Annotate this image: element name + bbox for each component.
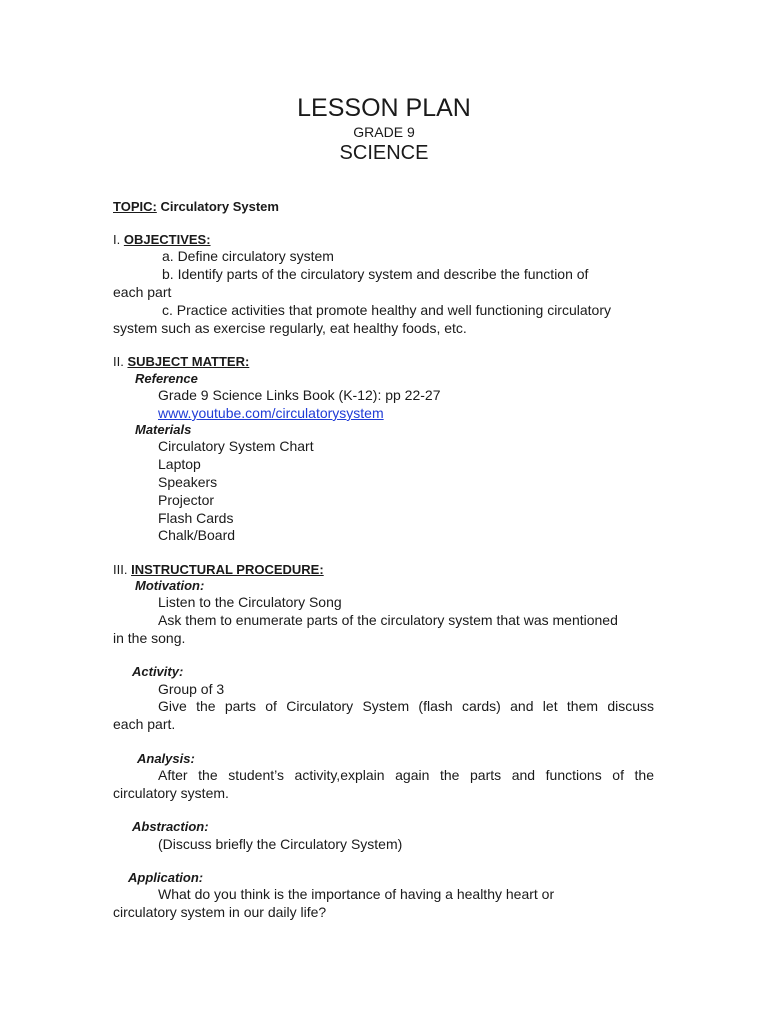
topic-value: Circulatory System (160, 199, 279, 214)
material-item: Speakers (158, 474, 218, 490)
objective-c-line1: c. Practice activities that promote healthy and well functioning circulatory (162, 302, 611, 318)
objective-c-line2: system such as exercise regularly, eat healthy foods, etc. (113, 320, 467, 336)
motivation-item-2-line1: Ask them to enumerate parts of the circulatory system that was mentioned (158, 612, 618, 628)
objectives-heading-text: OBJECTIVES: (123, 232, 211, 247)
objectives-numeral: I. (113, 232, 121, 247)
abstraction-label: Abstraction: (132, 819, 209, 834)
procedure-heading-text: INSTRUCTURAL PROCEDURE: (131, 562, 324, 577)
topic-label: TOPIC: (113, 199, 157, 214)
motivation-item-2-line2: in the song. (113, 630, 186, 646)
objective-a: a. Define circulatory system (162, 248, 334, 264)
subject-matter-heading (113, 353, 249, 370)
objective-b-line1: b. Identify parts of the circulatory system and describe the function of (162, 266, 589, 282)
activity-label: Activity: (132, 664, 184, 679)
subject-matter-numeral: II. (113, 354, 124, 369)
application-line2: circulatory system in our daily life? (113, 904, 327, 920)
application-line1: What do you think is the importance of having a healthy heart or (158, 886, 555, 902)
reference-label: Reference (135, 371, 198, 386)
activity-item-2-line2: each part. (113, 716, 176, 732)
procedure-numeral: III. (113, 562, 128, 577)
material-item: Flash Cards (158, 510, 234, 526)
reference-book: Grade 9 Science Links Book (K-12): pp 22-27 (158, 387, 441, 403)
page-title: LESSON PLAN (297, 94, 471, 122)
material-item: Circulatory System Chart (158, 438, 314, 454)
objectives-heading (113, 231, 211, 248)
objective-b-line2: each part (113, 284, 172, 300)
material-item: Projector (158, 492, 215, 508)
motivation-item-1: Listen to the Circulatory Song (158, 594, 342, 610)
analysis-line2: circulatory system. (113, 785, 229, 801)
material-item: Chalk/Board (158, 527, 236, 543)
materials-label: Materials (135, 422, 192, 437)
subject-matter-heading-text: SUBJECT MATTER: (127, 354, 250, 369)
activity-item-2-line1: Give the parts of Circulatory System (flash cards) and let them discuss (158, 698, 654, 714)
procedure-heading (113, 561, 324, 578)
application-label: Application: (128, 870, 204, 885)
subject-title: SCIENCE (339, 142, 429, 164)
analysis-label: Analysis: (137, 751, 195, 766)
reference-link[interactable]: www.youtube.com/circulatorysystem (158, 405, 384, 421)
topic-line (113, 198, 279, 215)
activity-item-1: Group of 3 (158, 681, 225, 697)
analysis-line1: After the student’s activity,explain again the parts and functions of the (158, 767, 654, 783)
material-item: Laptop (158, 456, 201, 472)
abstraction-text: (Discuss briefly the Circulatory System) (158, 836, 403, 852)
motivation-label: Motivation: (135, 578, 205, 593)
grade-label: GRADE 9 (353, 124, 415, 140)
